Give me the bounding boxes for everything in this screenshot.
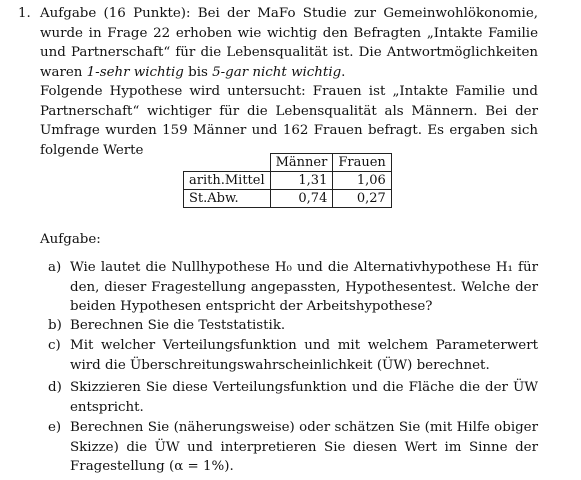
question-text: Berechnen Sie (näherungsweise) oder schätzen Sie (mit Hilfe obiger Skizze) die ÜW und interpretieren Sie diesen Wert im Sinne der Fragestellung (α = 1%). [70,420,538,474]
scale-end-label: 5-gar nicht wichtig [212,64,342,80]
row-label-mean: arith.Mittel [184,172,271,190]
statistics-table [183,153,392,208]
exercise-intro [40,4,538,82]
question-label: e) [48,420,62,435]
intro-bis: bis [183,64,213,80]
hypothesis-paragraph: Folgende Hypothese wird untersucht: Frauen ist „Intakte Familie und Partnerschaft“ wichtiger für die Lebensqualität als Männern. Bei der Umfrage wurden 159 Männer und 162 Frauen befragt. Es ergaben sich folgende Werte [40,84,538,158]
table-row [184,190,392,208]
question-text: Mit welcher Verteilungsfunktion und mit welchem Parameterwert wird die Überschreitungswahrscheinlichkeit (ÜW) berechnet. [70,338,538,373]
column-header-men: Männer [270,154,333,172]
question-label: d) [48,380,62,395]
sd-men-cell: 0,74 [270,190,333,208]
column-header-women: Frauen [333,154,391,172]
intro-end: . [341,64,346,80]
question-text: Skizzieren Sie diese Verteilungsfunktion und die Fläche die der ÜW entspricht. [70,380,538,415]
row-label-sd: St.Abw. [184,190,271,208]
table-corner-cell [184,154,271,172]
question-text: Berechnen Sie die Teststatistik. [70,318,286,333]
questions-heading: Aufgabe: [40,232,101,247]
mean-women-cell: 1,06 [333,172,391,190]
question-label: a) [48,260,62,275]
scale-start-label: 1-sehr wichtig [86,64,184,80]
table-header-row [184,154,392,172]
question-label: b) [48,318,62,333]
question-text: Wie lautet die Nullhypothese H₀ und die Alternativhypothese H₁ für den, dieser Fragestellung angepassten, Hypothesentest. Welche der beiden Hypothesen entspricht der Arbeitshypothese? [70,260,538,314]
exercise-number: 1. [18,6,31,21]
intro-text: Aufgabe (16 Punkte): Bei der MaFo Studie zur Gemeinwohlökonomie, wurde in Frage 22 erhoben wie wichtig den Befragten „Intakte Familie und Partnerschaft“ für die Lebensqualität ist. Die Antwortmöglichkeiten waren [40,6,538,80]
sd-women-cell: 0,27 [333,190,391,208]
mean-men-cell: 1,31 [270,172,333,190]
question-label: c) [48,338,61,353]
table-row [184,172,392,190]
